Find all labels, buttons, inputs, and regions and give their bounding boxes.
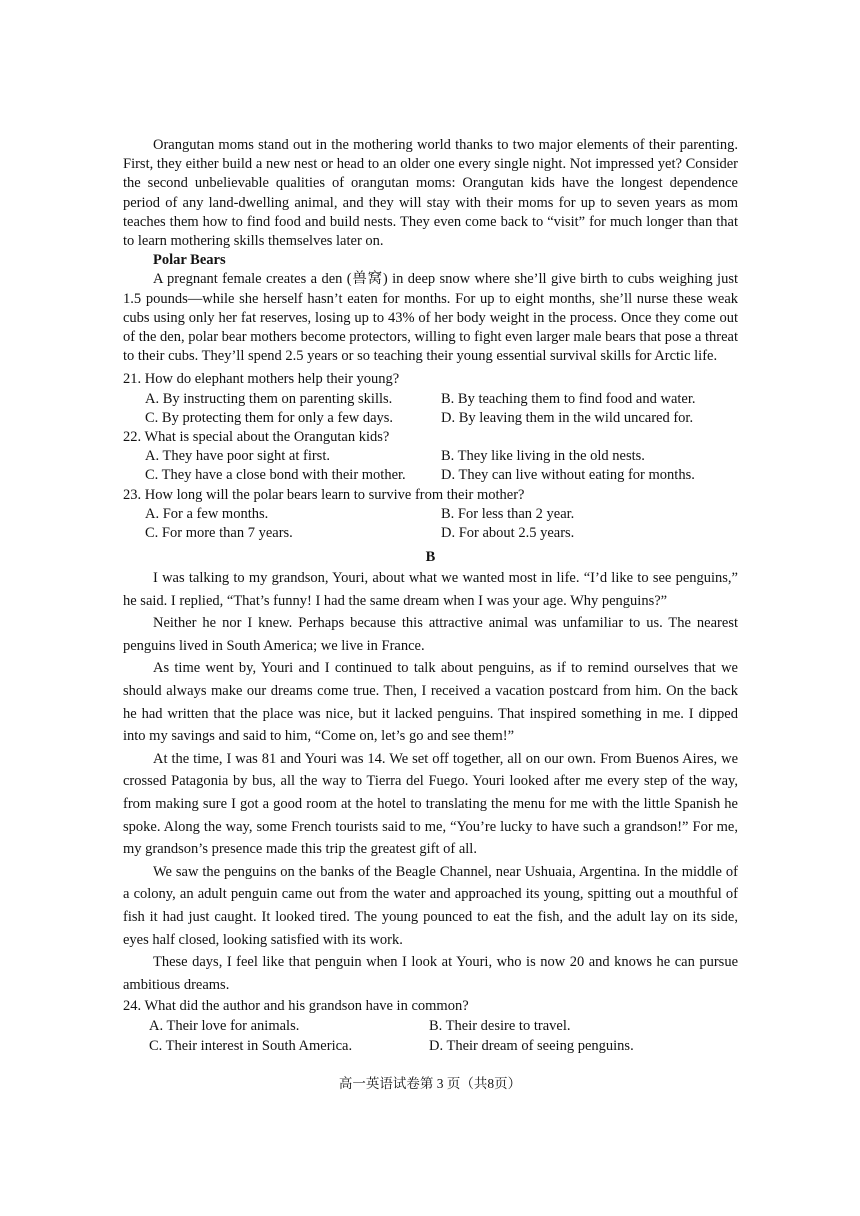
options — [123, 505, 738, 543]
passage-paragraph: Neither he nor I knew. Perhaps because this attractive animal was unfamiliar to us. The nearest penguins lived in South America; we live in France. — [123, 615, 738, 654]
question-stem: 23. How long will the polar bears learn to survive from their mother? — [123, 486, 525, 503]
option-b: B. For less than 2 year. — [441, 505, 575, 522]
option-d: D. For about 2.5 years. — [441, 525, 575, 542]
option-c: C. They have a close bond with their mother. — [145, 467, 406, 484]
question-22 — [123, 428, 738, 486]
option-d: D. By leaving them in the wild uncared for. — [441, 409, 694, 426]
orangutan-paragraph: Orangutan moms stand out in the mothering world thanks to two major elements of their parenting. First, they either build a new nest or head to an older one every single night. Not impressed yet? Consider the second unbelievable qualities of orangutan moms: Orangutan kids have the longest dependence period of any land-dwelling animal, and they will stay with their moms for up to seven years as mom teaches them how to find food and build nests. They even come back to “visit” for much longer than that to learn mothering skills themselves later on. — [123, 137, 738, 250]
passage-paragraph: We saw the penguins on the banks of the Beagle Channel, near Ushuaia, Argentina. In the middle of a colony, an adult penguin came out from the water and approached its young, spitting out a mouthful of fish it had just caught. It looked tired. The young pounced to eat the fish, and the adult lay on its side, eyes half closed, looking satisfied with its work. — [123, 863, 738, 948]
reading-section-a — [123, 136, 738, 543]
option-d: D. Their dream of seeing penguins. — [429, 1038, 634, 1055]
reading-section-b — [123, 548, 738, 1056]
question-24 — [123, 996, 738, 1056]
options — [123, 1016, 738, 1056]
passage-paragraph: At the time, I was 81 and Youri was 14. We set off together, all on our own. From Buenos Aires, we crossed Patagonia by bus, all the way to Tierra del Fuego. Youri looked after me every step of the way, from making sure I got a good room at the hotel to translating the menu for me with the little Spanish he spoke. Along the way, some French tourists said to me, “You’re lucky to have such a grandson!” For me, my grandson’s presence made this trip the greatest gift of all. — [123, 750, 738, 858]
option-c: C. Their interest in South America. — [149, 1038, 353, 1055]
option-b: B. Their desire to travel. — [429, 1018, 571, 1035]
options — [123, 447, 738, 485]
question-stem: 21. How do elephant mothers help their young? — [123, 371, 400, 388]
section-b-label: B — [425, 549, 436, 565]
option-a: A. For a few months. — [145, 505, 269, 522]
option-a: A. By instructing them on parenting skills. — [145, 390, 393, 407]
question-stem: 24. What did the author and his grandson have in common? — [123, 998, 469, 1015]
question-stem: 22. What is special about the Orangutan kids? — [123, 429, 390, 446]
question-21 — [123, 370, 738, 428]
option-b: B. They like living in the old nests. — [441, 448, 645, 465]
option-a: A. They have poor sight at first. — [145, 448, 330, 465]
polar-bears-heading: Polar Bears — [153, 252, 226, 269]
page-footer: 高一英语试卷第 3 页（共8页） — [338, 1076, 522, 1091]
option-a: A. Their love for animals. — [149, 1018, 300, 1035]
option-c: C. For more than 7 years. — [145, 525, 293, 542]
passage-paragraph: As time went by, Youri and I continued to talk about penguins, as if to remind ourselves that we should always make our dreams come true. Then, I received a vacation postcard from him. On the back he had written that the place was nice, but it lacked penguins. That inspired something in me. I dipped into my savings and said to him, “Come on, let’s go and see them!” — [123, 660, 738, 745]
polar-bears-paragraph: A pregnant female creates a den (兽窝) in deep snow where she’ll give birth to cubs weighing just 1.5 pounds—while she herself hasn’t eaten for months. For up to eight months, she’ll nurse these weak cubs using only her fat reserves, losing up to 43% of her body weight in the process. Once they come out of the den, polar bear mothers become protectors, willing to fight even larger male bears that pose a threat to their cubs. They’ll spend 2.5 years or so teaching their young essential survival skills for Arctic life. — [123, 271, 738, 365]
question-23 — [123, 486, 738, 544]
option-b: B. By teaching them to find food and water. — [441, 390, 696, 407]
passage-paragraph: These days, I feel like that penguin when I look at Youri, who is now 20 and knows he can pursue ambitious dreams. — [123, 954, 738, 993]
option-c: C. By protecting them for only a few days. — [145, 409, 394, 426]
options — [123, 390, 738, 428]
option-d: D. They can live without eating for months. — [441, 467, 695, 484]
passage-paragraph: I was talking to my grandson, Youri, about what we wanted most in life. “I’d like to see penguins,” he said. I replied, “That’s funny! I had the same dream when I was your age. Why penguins?” — [123, 570, 738, 609]
